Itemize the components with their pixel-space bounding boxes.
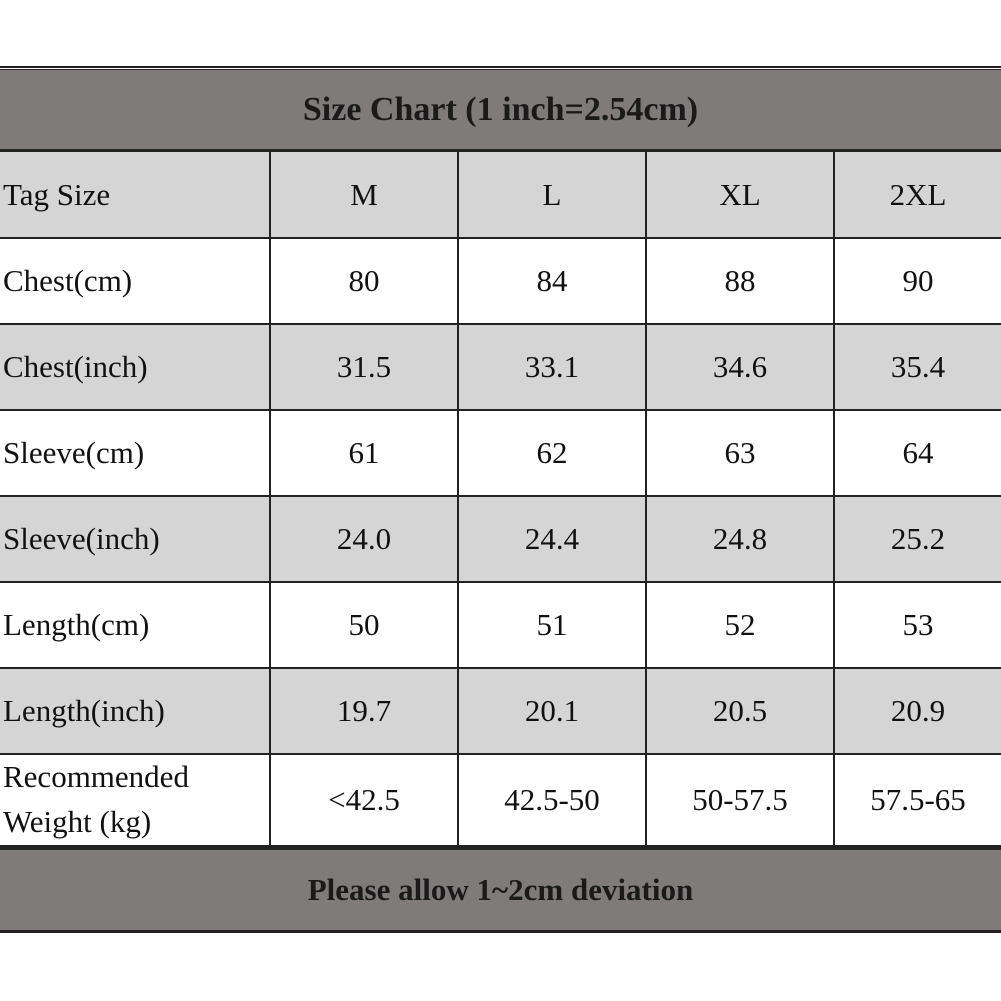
table-row	[0, 582, 1001, 668]
table-cell: 63	[646, 410, 834, 496]
row-label: Length(inch)	[0, 668, 270, 754]
row-label: Chest(cm)	[0, 238, 270, 324]
table-cell: 20.1	[458, 668, 646, 754]
table-cell: 20.9	[834, 668, 1001, 754]
table-cell: 42.5-50	[458, 754, 646, 846]
footer-note: Please allow 1~2cm deviation	[0, 847, 1001, 933]
size-header: 2XL	[834, 152, 1001, 238]
chart-title: Size Chart (1 inch=2.54cm)	[0, 70, 1001, 152]
row-label: Chest(inch)	[0, 324, 270, 410]
size-header: M	[270, 152, 458, 238]
header-row	[0, 152, 1001, 238]
table-cell: 31.5	[270, 324, 458, 410]
size-chart	[0, 66, 1001, 933]
table-cell: 61	[270, 410, 458, 496]
table-cell: 88	[646, 238, 834, 324]
row-label: Sleeve(inch)	[0, 496, 270, 582]
table-cell: 50-57.5	[646, 754, 834, 846]
table-cell: 34.6	[646, 324, 834, 410]
table-row	[0, 238, 1001, 324]
table-cell: 62	[458, 410, 646, 496]
size-table	[0, 152, 1001, 847]
size-header: L	[458, 152, 646, 238]
table-cell: 19.7	[270, 668, 458, 754]
size-header: XL	[646, 152, 834, 238]
table-row-weight	[0, 754, 1001, 846]
table-cell: 53	[834, 582, 1001, 668]
table-cell: <42.5	[270, 754, 458, 846]
table-row	[0, 668, 1001, 754]
table-cell: 33.1	[458, 324, 646, 410]
row-label	[0, 754, 270, 846]
table-row	[0, 324, 1001, 410]
row-label: Sleeve(cm)	[0, 410, 270, 496]
table-cell: 35.4	[834, 324, 1001, 410]
table-cell: 84	[458, 238, 646, 324]
table-cell: 24.4	[458, 496, 646, 582]
table-cell: 90	[834, 238, 1001, 324]
row-label-line1: Recommended	[3, 759, 189, 794]
table-row	[0, 410, 1001, 496]
table-cell: 57.5-65	[834, 754, 1001, 846]
row-label: Length(cm)	[0, 582, 270, 668]
table-cell: 80	[270, 238, 458, 324]
table-cell: 24.0	[270, 496, 458, 582]
table-cell: 24.8	[646, 496, 834, 582]
table-row	[0, 496, 1001, 582]
table-cell: 20.5	[646, 668, 834, 754]
header-label: Tag Size	[0, 152, 270, 238]
table-cell: 25.2	[834, 496, 1001, 582]
table-cell: 52	[646, 582, 834, 668]
table-cell: 51	[458, 582, 646, 668]
table-cell: 50	[270, 582, 458, 668]
row-label-line2: Weight (kg)	[3, 803, 152, 839]
table-cell: 64	[834, 410, 1001, 496]
